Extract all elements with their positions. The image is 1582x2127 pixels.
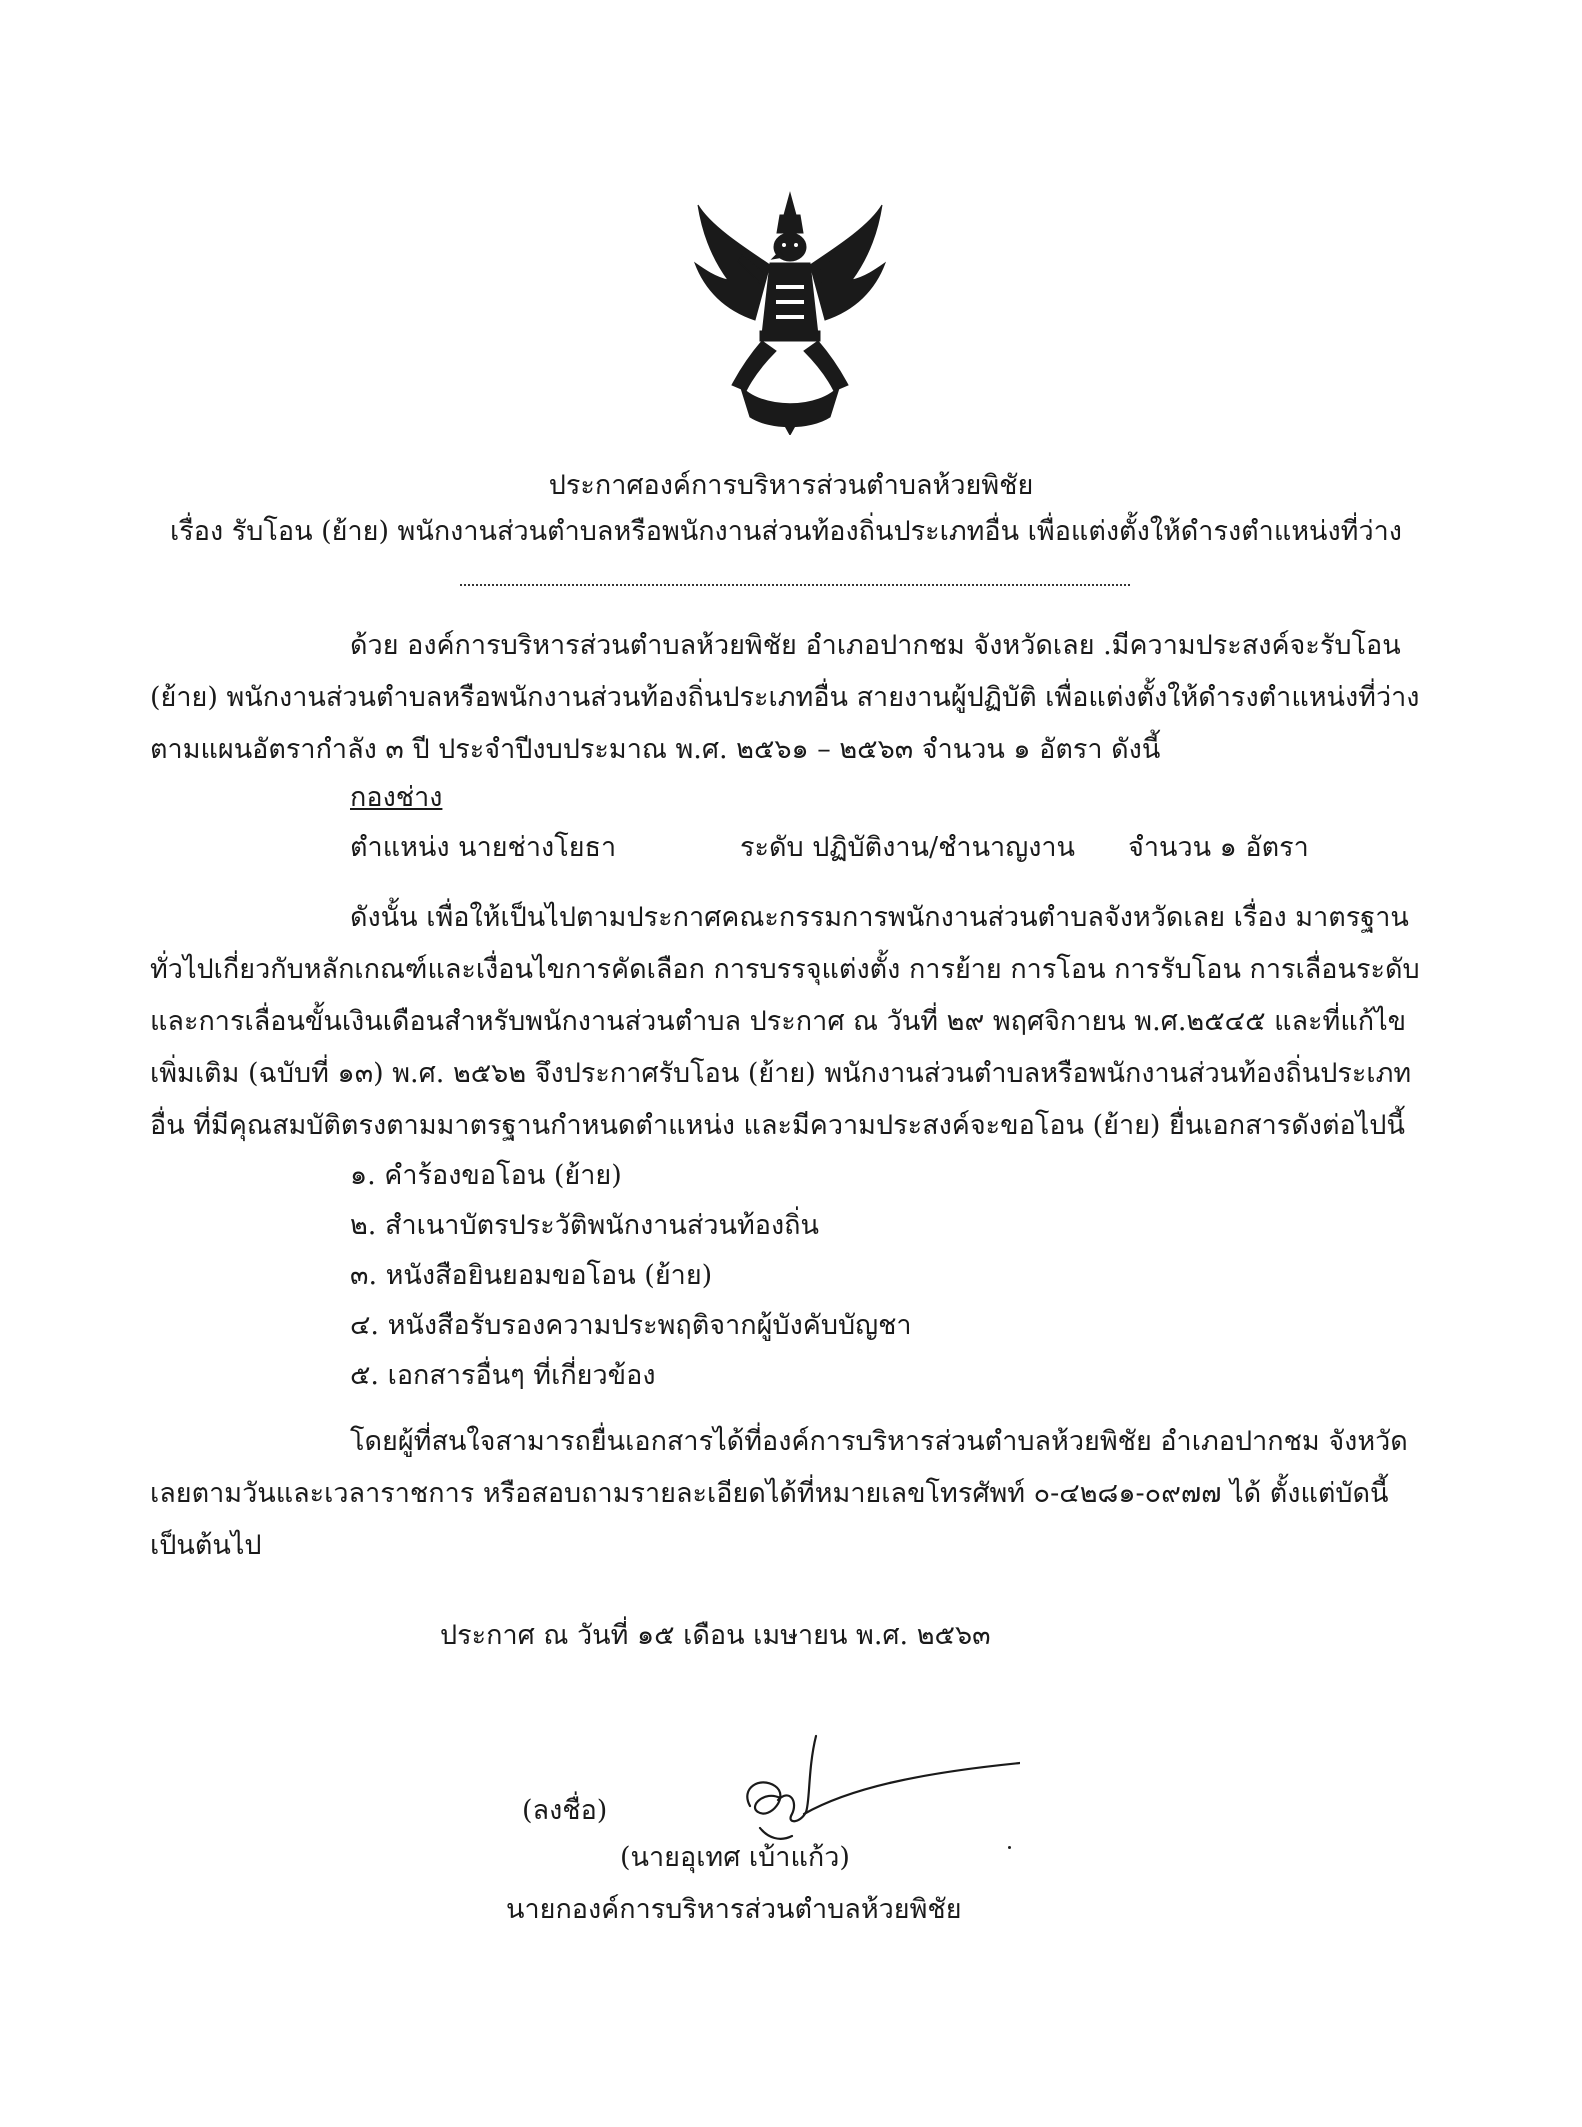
- position-title: ตำแหน่ง นายช่างโยธา: [350, 832, 617, 863]
- dotted-divider: [460, 584, 1130, 586]
- document-subject: เรื่อง รับโอน (ย้าย) พนักงานส่วนตำบลหรือพนักงานส่วนท้องถิ่นประเภทอื่น เพื่อแต่งตั้งให้ดำรงตำแหน่งที่ว่าง: [170, 516, 1402, 547]
- intro-line-2: (ย้าย) พนักงานส่วนตำบลหรือพนักงานส่วนท้องถิ่นประเภทอื่น สายงานผู้ปฏิบัติ เพื่อแต่งตั้งให้ดำรงตำแหน่งที่ว่าง: [150, 682, 1420, 713]
- document-list-item: ๕. เอกสารอื่นๆ ที่เกี่ยวข้อง: [350, 1360, 656, 1391]
- body-line-2: ทั่วไปเกี่ยวกับหลักเกณฑ์และเงื่อนไขการคัดเลือก การบรรจุแต่งตั้ง การย้าย การโอน การรับโอน การเลื่อนระดับ: [150, 954, 1420, 985]
- body-line-5: อื่น ที่มีคุณสมบัติตรงตามมาตรฐานกำหนดตำแหน่ง และมีความประสงค์จะขอโอน (ย้าย) ยื่นเอกสารดังต่อไปนี้: [150, 1110, 1405, 1141]
- document-title: ประกาศองค์การบริหารส่วนตำบลห้วยพิชัย: [548, 470, 1034, 501]
- document-list-item: ๑. คำร้องขอโอน (ย้าย): [350, 1160, 622, 1191]
- document-list-item: ๔. หนังสือรับรองความประพฤติจากผู้บังคับบัญชา: [350, 1310, 912, 1341]
- intro-line-1: ด้วย องค์การบริหารส่วนตำบลห้วยพิชัย อำเภอปากชม จังหวัดเลย .มีความประสงค์จะรับโอน: [350, 630, 1401, 661]
- position-level: ระดับ ปฏิบัติงาน/ชำนาญงาน: [740, 832, 1076, 863]
- garuda-emblem-icon: [680, 185, 900, 435]
- closing-line-2: เลยตามวันและเวลาราชการ หรือสอบถามรายละเอียดได้ที่หมายเลขโทรศัพท์ ๐-๔๒๘๑-๐๙๗๗ ได้ ตั้งแต่บัดนี้: [150, 1478, 1389, 1509]
- scan-speck: [1008, 1846, 1011, 1849]
- intro-line-3: ตามแผนอัตรากำลัง ๓ ปี ประจำปีงบประมาณ พ.ศ. ๒๕๖๑ – ๒๕๖๓ จำนวน ๑ อัตรา ดังนี้: [150, 734, 1161, 765]
- body-line-1: ดังนั้น เพื่อให้เป็นไปตามประกาศคณะกรรมการพนักงานส่วนตำบลจังหวัดเลย เรื่อง มาตรฐาน: [350, 902, 1409, 933]
- division-heading: กองช่าง: [350, 782, 443, 813]
- document-list-item: ๒. สำเนาบัตรประวัติพนักงานส่วนท้องถิ่น: [350, 1210, 819, 1241]
- announcement-date: ประกาศ ณ วันที่ ๑๕ เดือน เมษายน พ.ศ. ๒๕๖๓: [440, 1620, 991, 1651]
- signer-title: นายกองค์การบริหารส่วนตำบลห้วยพิชัย: [506, 1894, 962, 1925]
- body-line-3: และการเลื่อนขั้นเงินเดือนสำหรับพนักงานส่วนตำบล ประกาศ ณ วันที่ ๒๙ พฤศจิกายน พ.ศ.๒๕๔๕ และที่แก้ไข: [150, 1006, 1407, 1037]
- handwritten-signature: [720, 1728, 1020, 1858]
- position-count: จำนวน ๑ อัตรา: [1128, 832, 1309, 863]
- closing-line-3: เป็นต้นไป: [150, 1530, 262, 1561]
- document-list-item: ๓. หนังสือยินยอมขอโอน (ย้าย): [350, 1260, 713, 1291]
- signer-name: (นายอุเทศ เบ้าแก้ว): [620, 1842, 850, 1873]
- body-line-4: เพิ่มเติม (ฉบับที่ ๑๓) พ.ศ. ๒๕๖๒ จึงประกาศรับโอน (ย้าย) พนักงานส่วนตำบลหรือพนักงานส่วนท้องถิ่นประเภท: [150, 1058, 1412, 1089]
- signature-label: (ลงชื่อ): [522, 1795, 608, 1826]
- closing-line-1: โดยผู้ที่สนใจสามารถยื่นเอกสารได้ที่องค์การบริหารส่วนตำบลห้วยพิชัย อำเภอปากชม จังหวัด: [350, 1426, 1408, 1457]
